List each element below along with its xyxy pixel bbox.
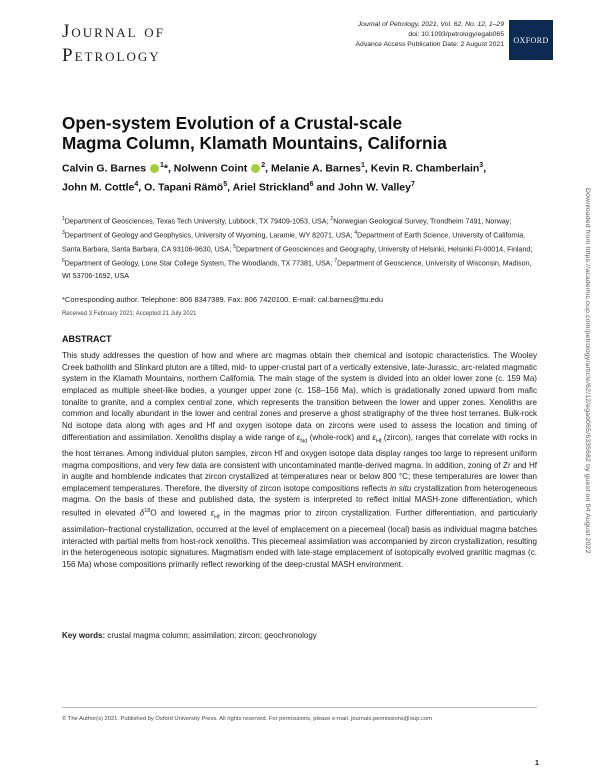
author-affiliation-marker: 1 — [159, 162, 164, 169]
affiliation-marker: 2 — [330, 216, 334, 222]
advance-access-date: Advance Access Publication Date: 2 August 2021 — [355, 41, 504, 48]
abstract-text: O and lowered — [150, 508, 211, 518]
author-affiliation-marker: 4 — [134, 181, 139, 188]
epsilon-symbol: ε — [210, 508, 215, 518]
affiliations — [62, 214, 537, 282]
citation: Journal of Petrology, 2021, Vol. 62, No. 12, 1–29 — [357, 21, 504, 28]
copyright-notice: © The Author(s) 2021. Published by Oxford University Press. All rights reserved. For permissions, please e-mail: journals.permissions@oup.com — [62, 716, 432, 722]
oxford-logo — [509, 20, 553, 60]
epsilon-subscript: Hf — [214, 514, 220, 521]
doi: doi: 10.1093/petrology/egab065 — [408, 31, 504, 38]
article-metadata — [356, 20, 505, 50]
author-affiliation-marker: 6 — [309, 181, 314, 188]
delta-superscript: 18 — [144, 508, 151, 515]
affiliation: Department of Geology, Lone Star College System, The Woodlands, TX 77381, USA; — [64, 259, 335, 268]
article-title: Open-system Evolution of a Crustal-scale Magma Column, Klamath Mountains, California — [62, 113, 447, 153]
oxford-logo-text: OXFORD — [513, 35, 549, 45]
download-watermark: Downloaded from https://academic.oup.com/petrology/article/62/12/egab065/6335682 by guest on 04 August 2022 — [584, 188, 591, 554]
orcid-icon[interactable] — [150, 164, 159, 173]
author-name: , Kevin R. Chamberlain — [364, 162, 480, 175]
abstract-body — [62, 350, 537, 571]
affiliation-marker: 3 — [62, 230, 65, 237]
author-name: Calvin G. Barnes — [62, 162, 147, 175]
page-number: 1 — [535, 760, 539, 767]
affiliation-marker: 1 — [62, 216, 65, 222]
author-name: , Nolwenn Coint — [167, 162, 248, 175]
affiliation-marker: 4 — [354, 230, 358, 237]
corresponding-author: *Corresponding author. Telephone: 806 8347389. Fax: 806 7420100. E-mail: cal.barnes@ttu.edu — [62, 295, 384, 304]
epsilon-symbol: ε — [296, 432, 301, 442]
corresponding-marker: * — [163, 162, 168, 175]
orcid-icon[interactable] — [251, 164, 260, 173]
journal-name — [62, 20, 165, 68]
affiliation-marker: 7 — [334, 258, 338, 265]
affiliation: Department of Geosciences and Geography, University of Helsinki, Helsinki FI-00014, Finland; — [235, 245, 533, 254]
abstract-heading: ABSTRACT — [62, 334, 112, 344]
author-name: , O. Tapani Rämö — [138, 181, 224, 194]
affiliation: Norwegian Geological Survey, Trondheim 7491, Norway; — [333, 217, 512, 226]
keywords-text: crustal magma column; assimilation; zircon; geochronology — [105, 631, 317, 640]
journal-name-line2: Petrology — [62, 45, 161, 66]
abstract-text: This study addresses the question of how and where arc magmas obtain their chemical and isotopic characteristics. The Wooley Creek batholith and Slinkard pluton are a tilted, mid- to upper-crustal part of a vertically extensive, late-Jurassic, arc-related magmatic system in the Klamath Mountains, northern California. The main stage of the system is divided into an older lower zone (c. 159 Ma) emplaced as multiple sheet-like bodies, a younger upper zone (c. 158–156 Ma), which is gradationally zoned upward from mafic tonalite to granite, and a complex central zone, which represents the transition between the lower and upper zones. Xenoliths are common and locally abundant in the lower and central zones and preserve a ghost stratigraphy of the three host terranes. Bulk-rock Nd isotope data along with ages and Hf and oxygen isotope data on zircons were used to assess the location and timing of differentiation and assimilation. Xenoliths display a wide range of — [62, 351, 537, 442]
abstract-text: (zircon), ranges that correlate with rocks in the host terranes. Among individual pluton samples, zircon Hf and oxygen isotope data display ranges too large to represent uniform magma compositions, and very few data are consistent with uncontaminated mantle-derived magma. In addition, zoning of Zr and Hf in augite and hornblende indicates that zircon crystallized at temperatures near or below 800 °C; these temperatures are lower than emplacement temperatures. Therefore, the diversity of zircon isotope compositions reflects — [62, 432, 537, 493]
author-list — [62, 158, 502, 196]
author-name: , Melanie A. Barnes — [265, 162, 362, 175]
delta-symbol: δ — [139, 508, 145, 518]
epsilon-subscript: Hf — [375, 438, 382, 445]
author-affiliation-marker: 7 — [410, 181, 415, 188]
affiliation: Department of Geoscience, University of Wisconsin, Madison, WI 53706-1692, USA — [62, 259, 532, 280]
epsilon-symbol: ε — [372, 432, 376, 442]
affiliation: Department of Geology and Geophysics, University of Wyoming, Laramie, WY 82071, USA; — [64, 231, 355, 240]
keywords-label: Key words: — [62, 631, 106, 640]
author-affiliation-marker: 1 — [361, 162, 365, 169]
epsilon-subscript: Nd — [300, 438, 308, 445]
keywords — [62, 631, 317, 640]
abstract-text: (whole-rock) and — [307, 432, 373, 442]
received-accepted-dates: Received 3 February 2021; Accepted 21 July 2021 — [62, 311, 197, 317]
author-affiliation-marker: 2 — [261, 162, 266, 169]
author-name: and John W. Valley — [313, 181, 411, 194]
author-name: , Ariel Strickland — [227, 181, 310, 194]
author-affiliation-marker: 3 — [479, 162, 484, 169]
abstract-text: in the magmas prior to zircon crystallization. Further differentiation, and particularly assimilation–fractional crystallization, occurred at the level of emplacement on a piecemeal (local) basis as individual magma batches interacted with partial melts from host-rock xenoliths. This piecemeal assimilation was accompanied by zircon crystallization, resulting in the heterogeneous isotopic signatures. Magmatism ended with late-stage emplacement of isotopically evolved granitic magmas (c. 156 Ma) whose compositions primarily reflect reworking of the deep-crustal MASH environment. — [62, 508, 537, 570]
affiliation: Department of Geosciences, Texas Tech University, Lubbock, TX 79409-1053, USA; — [64, 217, 331, 226]
affiliation-marker: 6 — [62, 258, 65, 265]
author-affiliation-marker: 5 — [223, 181, 228, 188]
affiliation-marker: 5 — [233, 244, 236, 251]
affiliation: Department of Earth Science, University of California, Santa Barbara, Santa Barbara, CA 93106-9630, USA; — [62, 231, 526, 254]
author-name: , John M. Cottle — [62, 162, 487, 194]
footer-divider — [62, 707, 537, 708]
abstract-text: crystallization from heterogeneous magma. On the basis of these and published data, the system is interpreted to reflect initial MASH-zone differentiation, which resulted in elevated — [62, 483, 537, 518]
abstract-italic: in situ — [389, 483, 412, 493]
journal-name-line1: Journal of — [62, 21, 165, 42]
